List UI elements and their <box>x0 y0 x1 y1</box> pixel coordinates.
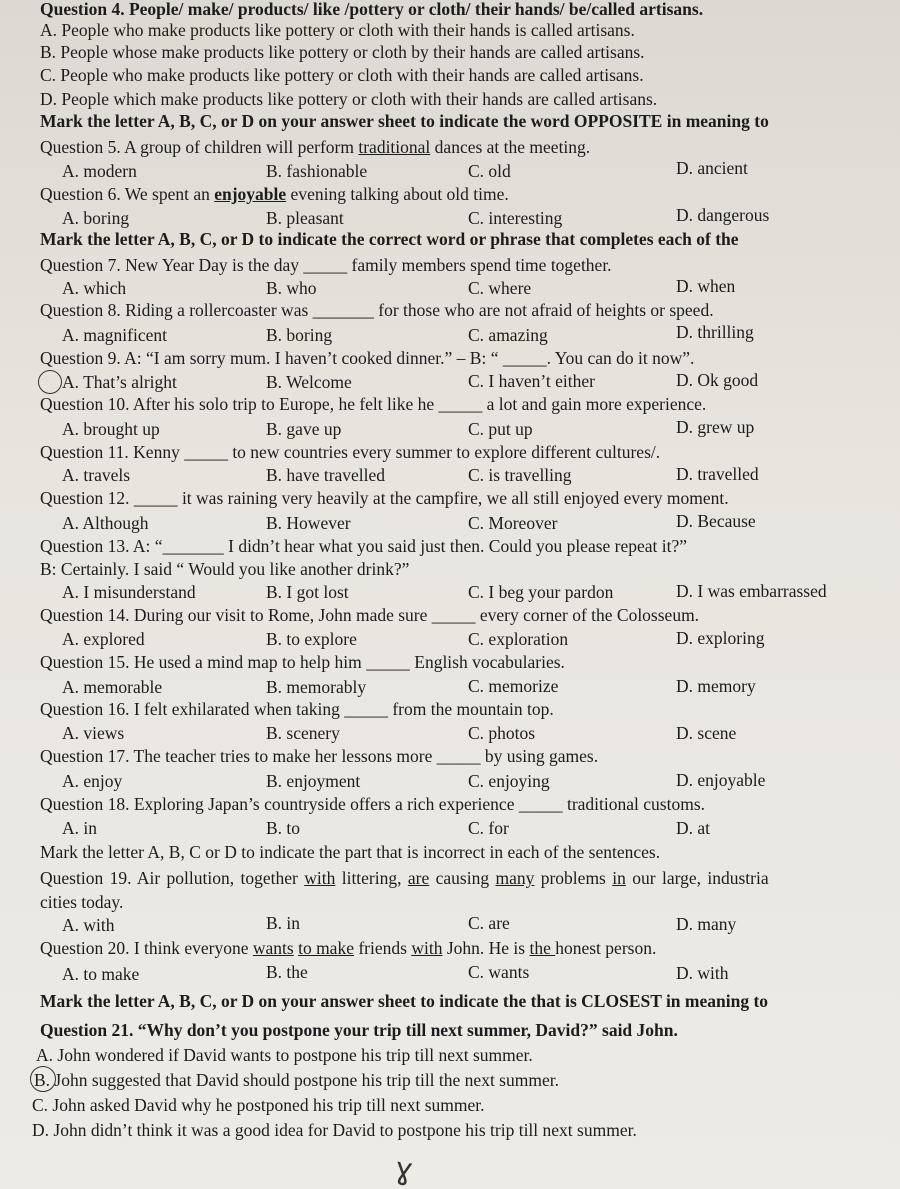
q10-option-b: B. gave up <box>266 419 342 439</box>
q19-option-d: D. many <box>676 914 737 934</box>
q4-option-c: C. People who make products like pottery or cloth with their hands are called artisans. <box>40 65 644 85</box>
q9-option-b: B. Welcome <box>266 372 352 392</box>
q5-stem: Question 5. A group of children will perform traditional dances at the meeting. <box>40 137 591 157</box>
q14-option-a: A. explored <box>62 629 145 649</box>
instruction-closest: Mark the letter A, B, C, or D on your answer sheet to indicate the that is CLOSEST in meaning to <box>40 991 769 1011</box>
q20-option-d: D. with <box>676 963 729 983</box>
q6-option-d: D. dangerous <box>676 205 770 225</box>
q13-option-c: C. I beg your pardon <box>468 582 614 602</box>
q17-option-b: B. enjoyment <box>266 771 361 791</box>
q5-option-a: A. modern <box>62 161 137 181</box>
q16-option-a: A. views <box>62 723 125 743</box>
q13-option-d: D. I was embarrassed <box>676 581 827 601</box>
q17-stem: Question 17. The teacher tries to make her lessons more _____ by using games. <box>40 746 599 766</box>
q5-option-c: C. old <box>468 161 511 181</box>
q21-option-a: A. John wondered if David wants to postpone his trip till next summer. <box>36 1045 533 1065</box>
q11-option-b: B. have travelled <box>266 465 386 485</box>
q4-option-b: B. People whose make products like pottery or cloth by their hands are called artisans. <box>40 42 645 62</box>
q11-stem: Question 11. Kenny _____ to new countries every summer to explore different cultures/. <box>40 442 661 462</box>
q15-option-c: C. memorize <box>468 676 559 696</box>
q11-option-a: A. travels <box>62 465 131 485</box>
q18-option-d: D. at <box>676 818 711 838</box>
q11-option-d: D. travelled <box>676 464 759 484</box>
q20-option-a: A. to make <box>62 964 140 984</box>
q6-option-c: C. interesting <box>468 208 563 228</box>
q8-stem: Question 8. Riding a rollercoaster was _______ for those who are not afraid of heights or speed. <box>40 300 714 320</box>
q9-option-a: A. That’s alright <box>62 372 177 392</box>
q15-option-b: B. memorably <box>266 677 367 697</box>
q21-option-b: B. John suggested that David should postpone his trip till the next summer. <box>34 1070 559 1090</box>
q5-option-d: D. ancient <box>676 158 748 178</box>
q5-underlined-word: traditional <box>358 137 431 157</box>
q12-option-b: B. However <box>266 513 351 533</box>
q10-option-d: D. grew up <box>676 417 755 437</box>
q8-option-a: A. magnificent <box>62 325 167 345</box>
q8-option-b: B. boring <box>266 325 333 345</box>
instruction-complete: Mark the letter A, B, C, or D to indicate the correct word or phrase that completes each of the <box>40 229 739 249</box>
q6-option-a: A. boring <box>62 208 130 228</box>
q18-stem: Question 18. Exploring Japan’s countryside offers a rich experience _____ traditional customs. <box>40 794 705 814</box>
q8-option-c: C. amazing <box>468 325 548 345</box>
q18-option-c: C. for <box>468 818 509 838</box>
q9-option-d: D. Ok good <box>676 370 759 390</box>
q14-stem: Question 14. During our visit to Rome, John made sure _____ every corner of the Colosseum. <box>40 605 700 625</box>
q5-option-b: B. fashionable <box>266 161 368 181</box>
q14-option-d: D. exploring <box>676 628 765 648</box>
q10-option-c: C. put up <box>468 419 533 439</box>
q15-option-d: D. memory <box>676 676 756 696</box>
q17-option-a: A. enjoy <box>62 771 123 791</box>
q9-stem: Question 9. A: “I am sorry mum. I haven’t cooked dinner.” – B: “ _____. You can do it now”. <box>40 348 695 368</box>
q15-option-a: A. memorable <box>62 677 163 697</box>
q13-stem-b: B: Certainly. I said “ Would you like another drink?” <box>40 559 410 579</box>
q21-option-c: C. John asked David why he postponed his trip till next summer. <box>32 1095 485 1115</box>
q19-option-b: B. in <box>266 913 301 933</box>
q7-stem: Question 7. New Year Day is the day _____ family members spend time together. <box>40 255 612 275</box>
q16-option-b: B. scenery <box>266 723 340 743</box>
q7-option-d: D. when <box>676 276 736 296</box>
q10-option-a: A. brought up <box>62 419 160 439</box>
q17-option-d: D. enjoyable <box>676 770 766 790</box>
q10-stem: Question 10. After his solo trip to Europe, he felt like he _____ a lot and gain more experience. <box>40 394 707 414</box>
q19-option-c: C. are <box>468 913 510 933</box>
q17-option-c: C. enjoying <box>468 771 550 791</box>
q19-stem-continued: cities today. <box>40 892 124 912</box>
q9-option-c: C. I haven’t either <box>468 371 595 391</box>
q8-option-d: D. thrilling <box>676 322 754 342</box>
q13-option-a: A. I misunderstand <box>62 582 196 602</box>
q21-option-d: D. John didn’t think it was a good idea for David to postpone his trip till next summer. <box>32 1120 637 1140</box>
q12-option-a: A. Although <box>62 513 149 533</box>
q19-option-a: A. with <box>62 915 115 935</box>
q21-stem: Question 21. “Why don’t you postpone your trip till next summer, David?” said John. <box>40 1020 678 1040</box>
q20-stem: Question 20. I think everyone wants to make friends with John. He is the honest person. <box>40 938 657 958</box>
q12-option-d: D. Because <box>676 511 756 531</box>
q16-stem: Question 16. I felt exhilarated when taking _____ from the mountain top. <box>40 699 554 719</box>
q13-option-b: B. I got lost <box>266 582 349 602</box>
q7-option-b: B. who <box>266 278 317 298</box>
q20-option-b: B. the <box>266 962 308 982</box>
q6-stem: Question 6. We spent an enjoyable evening talking about old time. <box>40 184 509 204</box>
handwritten-mark: ɣ <box>392 1150 416 1189</box>
instruction-incorrect: Mark the letter A, B, C or D to indicate the part that is incorrect in each of the sentences. <box>40 842 661 862</box>
q12-stem: Question 12. _____ it was raining very heavily at the campfire, we all still enjoyed every moment. <box>40 488 729 508</box>
q14-option-c: C. exploration <box>468 629 569 649</box>
q15-stem: Question 15. He used a mind map to help him _____ English vocabularies. <box>40 652 565 672</box>
q4-option-d: D. People which make products like pottery or cloth with their hands are called artisans. <box>40 89 658 109</box>
q7-option-a: A. which <box>62 278 127 298</box>
q7-option-c: C. where <box>468 278 532 298</box>
q19-stem: Question 19. Air pollution, together with littering, are causing many problems in our large, industria <box>40 868 769 888</box>
q13-stem: Question 13. A: “_______ I didn’t hear what you said just then. Could you please repeat it?” <box>40 536 688 556</box>
q6-option-b: B. pleasant <box>266 208 344 228</box>
q6-underlined-word: enjoyable <box>214 184 287 204</box>
q11-option-c: C. is travelling <box>468 465 572 485</box>
instruction-opposite: Mark the letter A, B, C, or D on your answer sheet to indicate the word OPPOSITE in meaning to <box>40 111 769 131</box>
q12-option-c: C. Moreover <box>468 513 558 533</box>
q20-option-c: C. wants <box>468 962 530 982</box>
q4-stem: Question 4. People/ make/ products/ like /pottery or cloth/ their hands/ be/called artisans. <box>40 0 704 19</box>
q16-option-d: D. scene <box>676 723 737 743</box>
answer-circle-mark <box>38 370 62 394</box>
q14-option-b: B. to explore <box>266 629 357 649</box>
q18-option-b: B. to <box>266 818 301 838</box>
q4-option-a: A. People who make products like pottery or cloth with their hands is called artisans. <box>40 20 635 40</box>
q18-option-a: A. in <box>62 818 97 838</box>
q16-option-c: C. photos <box>468 723 536 743</box>
